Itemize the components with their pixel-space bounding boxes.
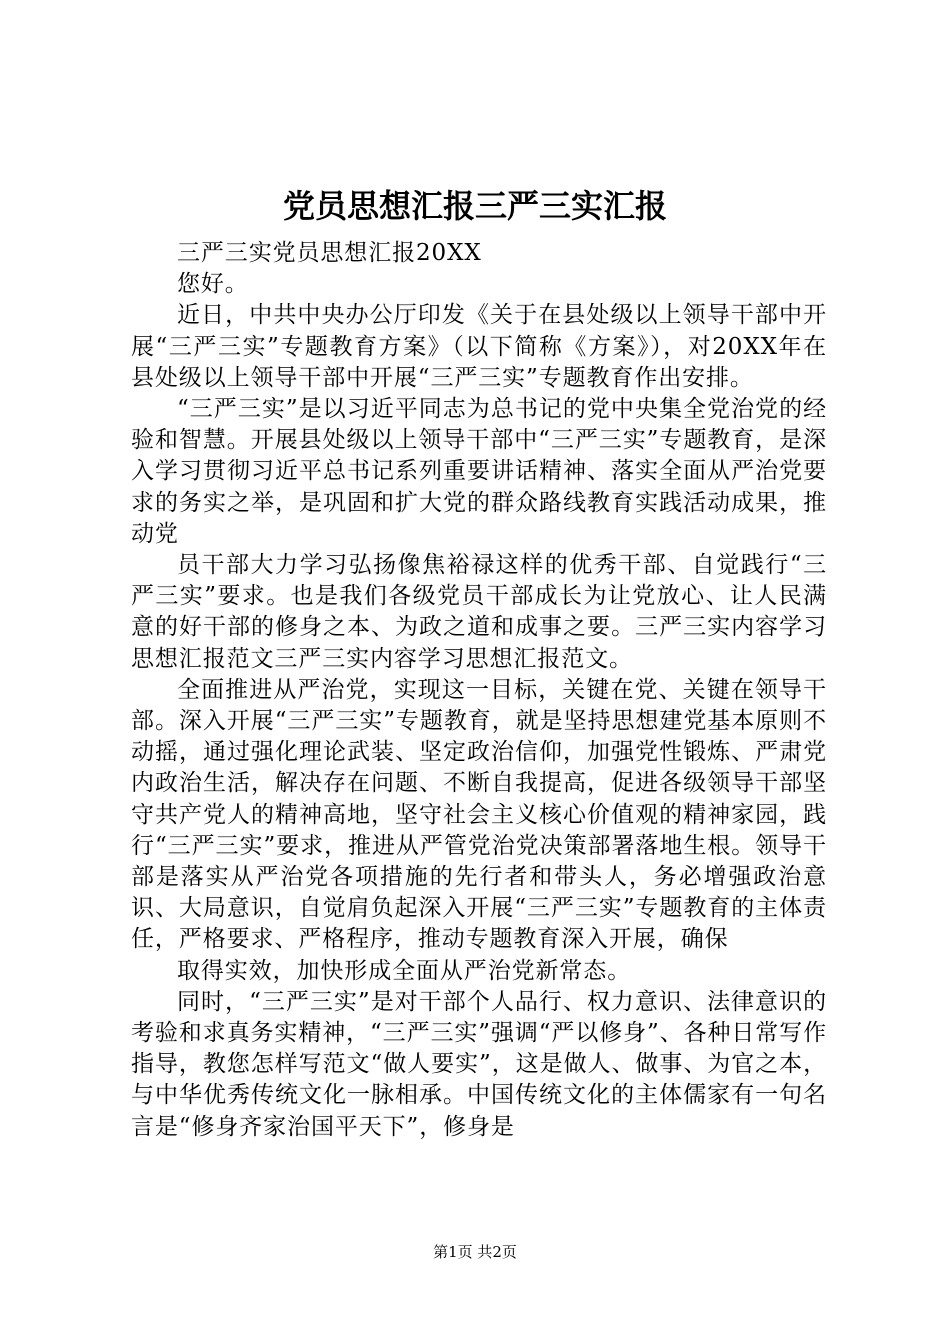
paragraph: 取得实效，加快形成全面从严治党新常态。 <box>177 957 632 984</box>
page-footer: 第1页 共2页 <box>433 1243 517 1261</box>
paragraph: 全面推进从严治党，实现这一目标，关键在党、关键在领导干部。深入开展“三严三实”专题教育，就是坚持思想建党基本原则不动摇，通过强化理论武装、坚定政治信仰，加强党性锻炼、严肃党内政治生活，解决存在问题、不断自我提高，促进各级领导干部坚守共产党人的精神高地，坚守社会主义核心价值观的精神家园，践行“三严三实”要求，推进从严管党治党决策部署落地生根。领导干部是落实从严治党各项措施的先行者和带头人，务必增强政治意识、大局意识，自觉肩负起深入开展“三严三实”专题教育的主体责任，严格要求、严格程序，推动专题教育深入开展，确保 <box>131 676 827 953</box>
document-title: 党员思想汇报三严三实汇报 <box>282 187 667 225</box>
paragraph: 同时，“三严三实”是对干部个人品行、权力意识、法律意识的考验和求真务实精神，“三严三实”强调“严以修身”、各种日常写作指导，教您怎样写范文“做人要实”，这是做人、做事、为官之本，与中华优秀传统文化一脉相承。中国传统文化的主体儒家有一句名言是“修身齐家治国平天下”，修身是 <box>131 988 827 1140</box>
paragraph: “三严三实”是以习近平同志为总书记的党中央集全党治党的经验和智慧。开展县处级以上领导干部中“三严三实”专题教育，是深入学习贯彻习近平总书记系列重要讲话精神、落实全面从严治党要求的务实之举，是巩固和扩大党的群众路线教育实践活动成果，推动党 <box>131 396 827 547</box>
paragraph-heading: 三严三实党员思想汇报20XX <box>177 240 482 266</box>
paragraph-greeting: 您好。 <box>177 271 249 298</box>
paragraph: 员干部大力学习弘扬像焦裕禄这样的优秀干部、自觉践行“三严三实”要求。也是我们各级党员干部成长为让党放心、让人民满意的好干部的修身之本、为政之道和成事之要。三严三实内容学习思想汇报范文三严三实内容学习思想汇报范文。 <box>131 552 827 672</box>
paragraph: 近日，中共中央办公厅印发《关于在县处级以上领导干部中开展“三严三实”专题教育方案》（以下简称《方案》），对20XX年在县处级以上领导干部中开展“三严三实”专题教育作出安排。 <box>131 302 827 391</box>
document-body <box>131 238 827 1143</box>
